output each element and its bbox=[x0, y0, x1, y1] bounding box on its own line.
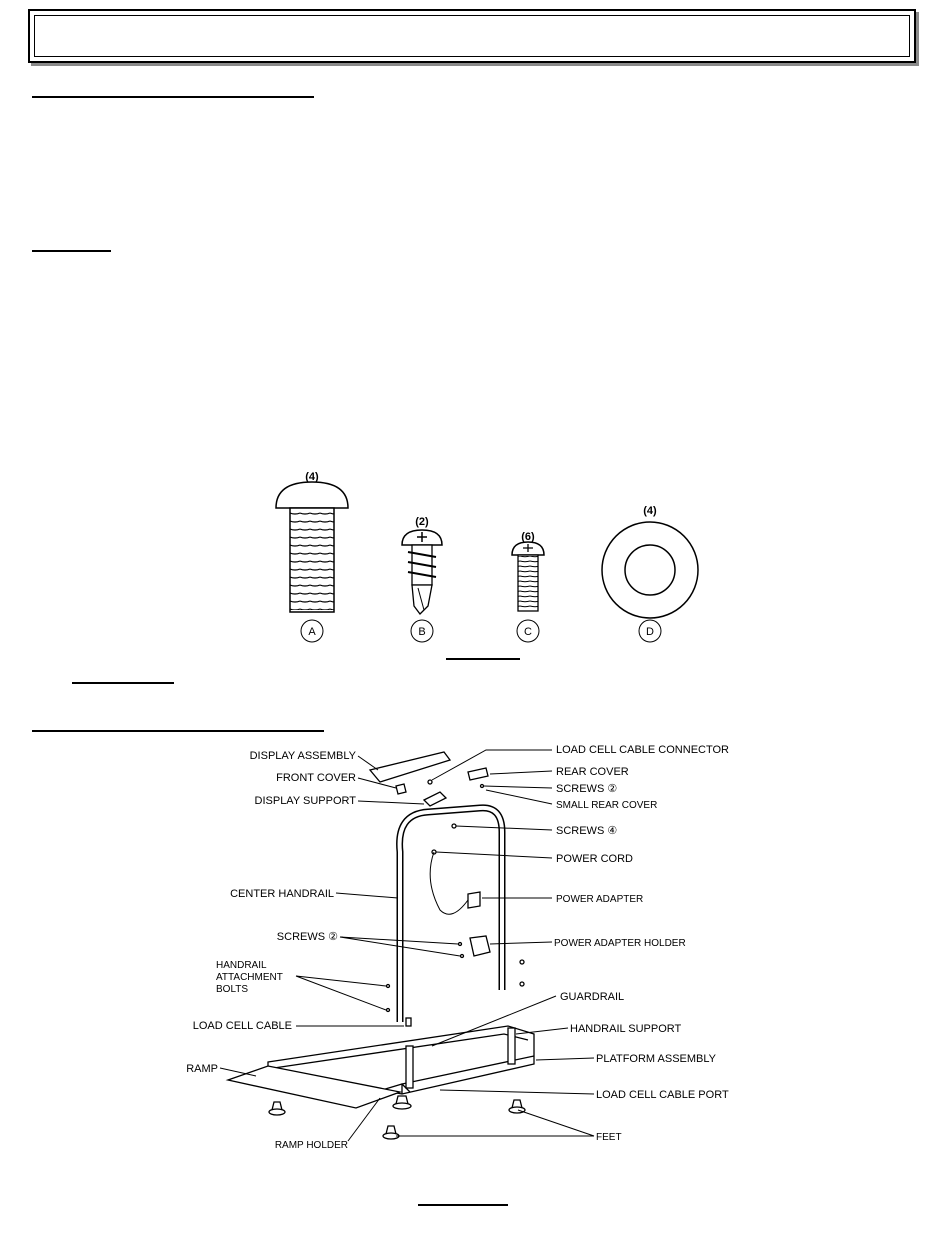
hardware-d-quantity: (4) bbox=[643, 505, 657, 517]
hardware-d-marker bbox=[639, 620, 661, 642]
washer-d-icon bbox=[602, 522, 698, 618]
label-platform-assembly: PLATFORM ASSEMBLY bbox=[596, 1053, 717, 1065]
label-handrail-attachment-bolts-line3: BOLTS bbox=[216, 984, 249, 995]
label-screws-2-right: SCREWS ② bbox=[556, 783, 618, 795]
label-screws-2-left: SCREWS ② bbox=[276, 931, 338, 943]
hardware-a-marker bbox=[301, 620, 323, 642]
hardware-d-letter: D bbox=[646, 626, 654, 638]
label-load-cell-cable-port: LOAD CELL CABLE PORT bbox=[596, 1089, 729, 1101]
scale-assembly-drawing bbox=[228, 752, 534, 1139]
hardware-b-quantity: (2) bbox=[415, 516, 429, 528]
label-handrail-support: HANDRAIL SUPPORT bbox=[570, 1023, 682, 1035]
hardware-a-quantity: (4) bbox=[305, 471, 319, 483]
screw-c-icon bbox=[512, 542, 544, 611]
label-display-support: DISPLAY SUPPORT bbox=[254, 795, 356, 807]
label-display-assembly: DISPLAY ASSEMBLY bbox=[249, 750, 356, 762]
self-drilling-screw-b-icon bbox=[402, 530, 442, 614]
label-load-cell-cable-connector: LOAD CELL CABLE CONNECTOR bbox=[556, 744, 729, 756]
label-front-cover: FRONT COVER bbox=[276, 772, 356, 784]
label-ramp-holder: RAMP HOLDER bbox=[274, 1140, 348, 1151]
hardware-c-marker bbox=[517, 620, 539, 642]
label-power-adapter: POWER ADAPTER bbox=[556, 894, 644, 905]
label-handrail-attachment-bolts-line1: HANDRAIL bbox=[216, 960, 267, 971]
hardware-a-letter: A bbox=[308, 626, 316, 638]
label-load-cell-cable: LOAD CELL CABLE bbox=[192, 1020, 292, 1032]
hardware-b-letter: B bbox=[418, 626, 426, 638]
label-ramp: RAMP bbox=[186, 1063, 218, 1075]
label-small-rear-cover: SMALL REAR COVER bbox=[556, 800, 658, 811]
label-guardrail: GUARDRAIL bbox=[560, 991, 625, 1003]
bolt-a-icon bbox=[276, 482, 348, 612]
label-handrail-attachment-bolts-line2: ATTACHMENT bbox=[216, 972, 283, 983]
label-rear-cover: REAR COVER bbox=[556, 766, 629, 778]
hardware-c-quantity: (6) bbox=[521, 531, 535, 543]
label-power-cord: POWER CORD bbox=[556, 853, 633, 865]
label-power-adapter-holder: POWER ADAPTER HOLDER bbox=[554, 938, 686, 949]
label-feet: FEET bbox=[596, 1132, 622, 1143]
hardware-c-letter: C bbox=[524, 626, 532, 638]
hardware-b-marker bbox=[411, 620, 433, 642]
label-screws-4: SCREWS ④ bbox=[556, 825, 618, 837]
label-center-handrail: CENTER HANDRAIL bbox=[230, 888, 334, 900]
